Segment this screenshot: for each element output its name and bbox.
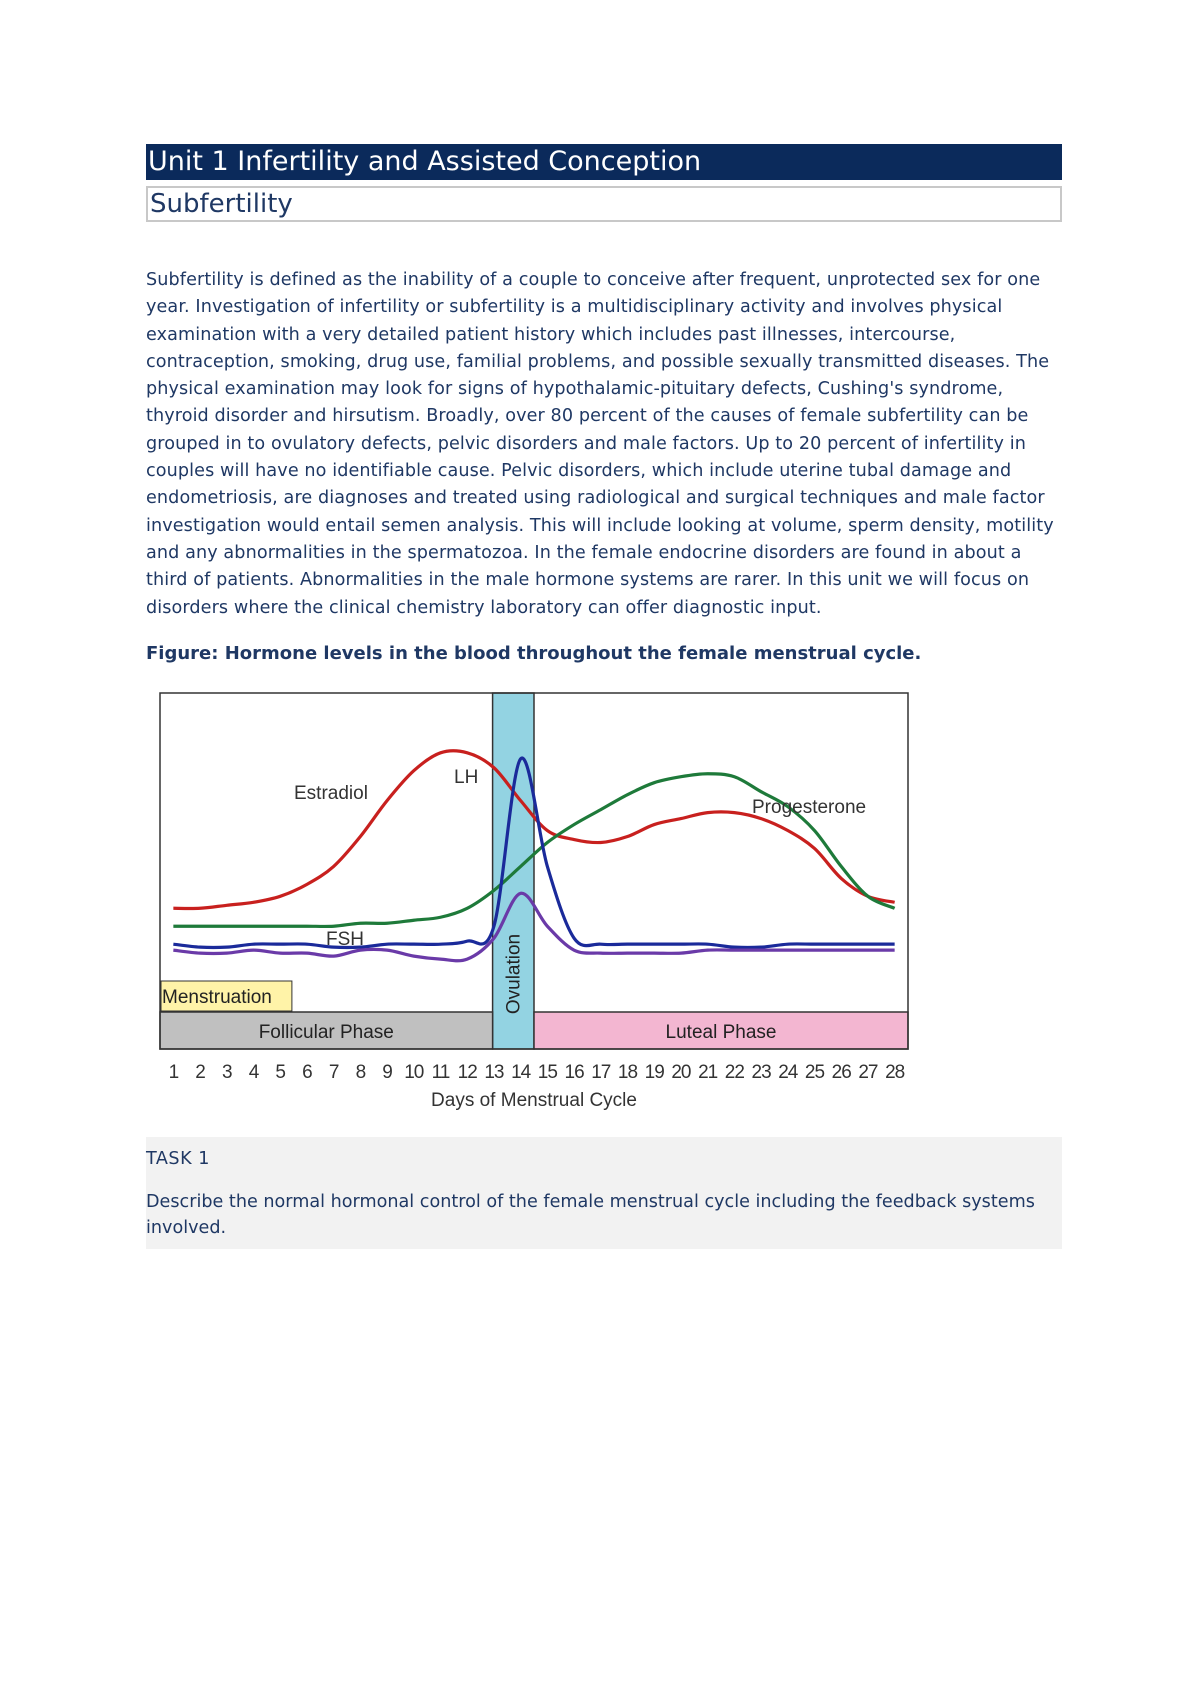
x-tick-label: 19 [644, 1061, 664, 1083]
hormone-chart [146, 679, 922, 1125]
task-text: Describe the normal hormonal control of the female menstrual cycle including the feedback systems involved. [146, 1191, 1035, 1238]
unit-title: Unit 1 Infertility and Assisted Conception [146, 144, 1062, 180]
x-tick-label: 26 [831, 1061, 851, 1083]
x-tick-label: 23 [751, 1061, 771, 1083]
hormone-chart-figure [146, 679, 922, 1125]
x-tick-label: 1 [168, 1061, 179, 1083]
x-tick-label: 2 [195, 1061, 205, 1083]
x-tick-label: 7 [328, 1061, 339, 1083]
x-tick-label: 15 [537, 1061, 557, 1083]
x-tick-label: 27 [858, 1061, 878, 1083]
x-axis-label: Days of Menstrual Cycle [431, 1089, 637, 1111]
fsh-label: FSH [326, 928, 364, 950]
x-tick-label: 10 [404, 1061, 424, 1083]
task-label: TASK 1 [146, 1148, 210, 1169]
document-page [146, 144, 1062, 1249]
x-tick-label: 3 [221, 1061, 232, 1083]
ovulation-label: Ovulation [503, 933, 525, 1014]
progesterone-label: Progesterone [752, 796, 867, 818]
estradiol-label: Estradiol [294, 782, 368, 804]
x-tick-label: 9 [382, 1061, 392, 1083]
x-tick-label: 4 [248, 1061, 259, 1083]
follicular-phase-label: Follicular Phase [258, 1021, 394, 1043]
x-tick-label: 28 [885, 1061, 905, 1083]
x-tick-label: 11 [431, 1061, 450, 1083]
x-tick-label: 22 [724, 1061, 744, 1083]
body-paragraph: Subfertility is defined as the inability of a couple to conceive after frequent, unprotected sex for one year. Investigation of infertility or subfertility is a multidisciplinary activity and involves physical examination with a very detailed patient history which includes past illnesses, intercourse, contraception, smoking, drug use, familial problems, and possible sexually transmitted diseases. The physical examination may look for signs of hypothalamic-pituitary defects, Cushing's syndrome, thyroid disorder and hirsutism. Broadly, over 80 percent of the causes of female subfertility can be grouped in to ovulatory defects, pelvic disorders and male factors. Up to 20 percent of infertility in couples will have no identifiable cause. Pelvic disorders, which include uterine tubal damage and endometriosis, are diagnoses and treated using radiological and surgical techniques and male factor investigation would entail semen analysis. This will include looking at volume, sperm density, motility and any abnormalities in the spermatozoa. In the female endocrine disorders are found in about a third of patients. Abnormalities in the male hormone systems are rarer. In this unit we will focus on disorders where the clinical chemistry laboratory can offer diagnostic input. [146, 270, 1054, 618]
x-tick-label: 16 [564, 1061, 584, 1083]
x-tick-label: 18 [617, 1061, 638, 1083]
task-box [146, 1137, 1062, 1249]
x-tick-label: 17 [591, 1061, 611, 1083]
x-tick-label: 20 [671, 1061, 691, 1083]
x-tick-label: 13 [484, 1061, 504, 1083]
x-tick-label: 12 [457, 1061, 477, 1083]
x-tick-label: 24 [778, 1061, 798, 1083]
lh-label: LH [454, 766, 479, 788]
figure-caption: Figure: Hormone levels in the blood throughout the female menstrual cycle. [146, 642, 922, 664]
x-tick-label: 8 [355, 1061, 366, 1083]
x-tick-label: 5 [275, 1061, 286, 1083]
x-tick-label: 25 [804, 1061, 825, 1083]
x-tick-label: 14 [511, 1061, 531, 1083]
section-title: Subfertility [146, 186, 1062, 222]
luteal-phase-label: Luteal Phase [665, 1021, 777, 1043]
x-tick-label: 21 [698, 1061, 718, 1083]
x-tick-label: 6 [302, 1061, 312, 1083]
menstruation-label: Menstruation [162, 986, 272, 1008]
